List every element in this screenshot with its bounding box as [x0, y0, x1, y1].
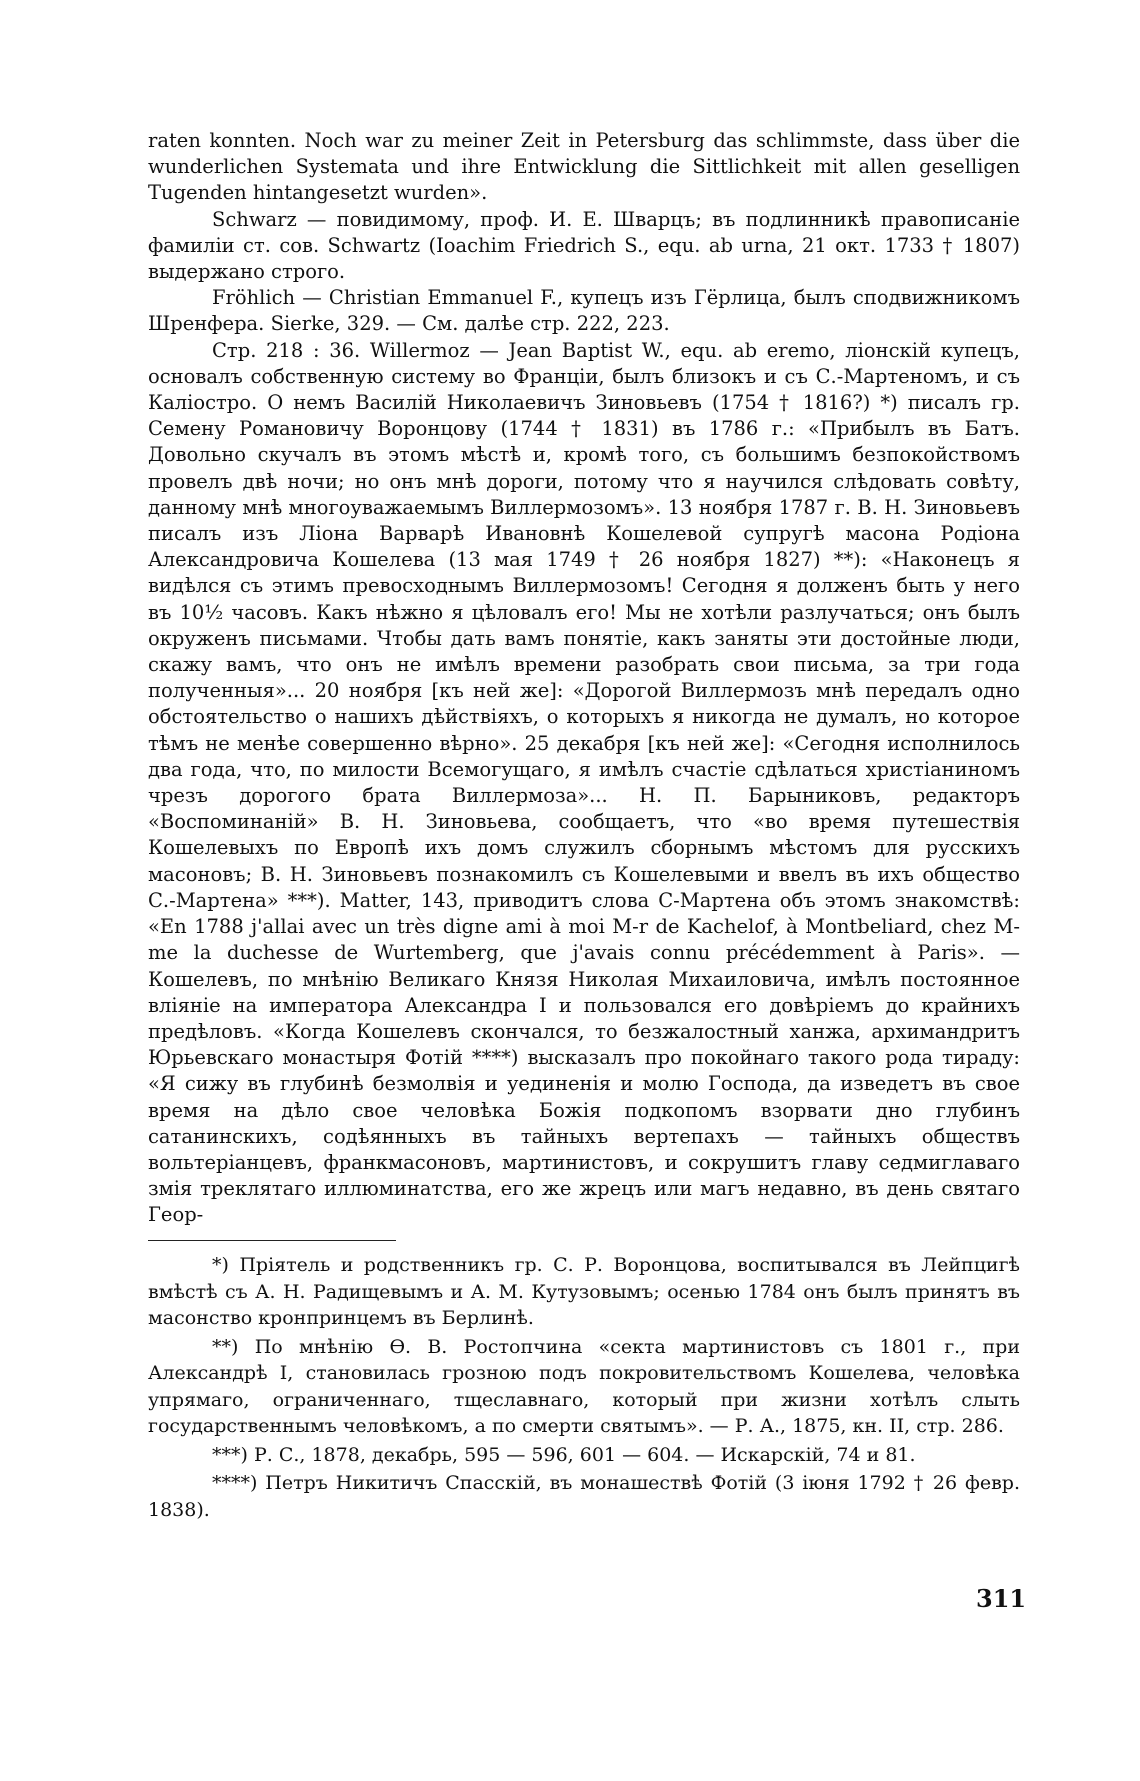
paragraph-3: Fröhlich — Christian Emmanuel F., купецъ изъ Гёрлица, былъ сподвижникомъ Шренфера. Sierke, 329. — См. далѣе стр. 222, 223.: [148, 286, 1020, 336]
paragraph-1: raten konnten. Noch war zu meiner Zeit in Petersburg das schlimmste, dass über die wunderlichen Systemata und ihre Entwicklung die Sittlichkeit mit allen geselligen Tugenden hintangesetzt wurden».: [148, 129, 1020, 205]
paragraph-2: Schwarz — повидимому, проф. И. Е. Шварцъ; въ подлинникѣ правописаніе фамиліи ст. сов. Schwartz (Ioachim Friedrich S., equ. ab urna, 21 окт. 1733 † 1807) выдержано строго.: [148, 207, 1020, 284]
footnote-4: ****) Петръ Никитичъ Спасскій, въ монашествѣ Фотій (3 іюня 1792 † 26 февр. 1838).: [148, 1472, 1020, 1521]
footnotes: [148, 1252, 1020, 1525]
footnote-1: *) Пріятель и родственникъ гр. С. Р. Воронцова, воспитывался въ Лейпцигѣ вмѣстѣ съ А. Н. Радищевымъ и А. М. Кутузовымъ; осенью 1784 онъ былъ принятъ въ масонство кронпринцемъ въ Берлинѣ.: [148, 1254, 1020, 1329]
paragraph-4: Стр. 218 : 36. Willermoz — Jean Baptist W., equ. ab eremo, ліонскій купецъ, основалъ собственную систему во Франціи, былъ близокъ и съ С.-Мартеномъ, и съ Каліостро. О немъ Василій Николаевичъ Зиновьевъ (1754 † 1816?) *) писалъ гр. Семену Романовичу Воронцову (1744 † 1831) въ 1786 г.: «Прибылъ въ Батъ. Довольно скучалъ въ этомъ мѣстѣ и, кромѣ того, съ большимъ безпокойствомъ провелъ двѣ ночи; но онъ мнѣ дороги, потому что я научился слѣдовать совѣту, данному мнѣ многоуважаемымъ Виллермозомъ». 13 ноября 1787 г. В. Н. Зиновьевъ писалъ изъ Ліона Варварѣ Ивановнѣ Кошелевой супругѣ масона Родіона Александровича Кошелева (13 мая 1749 † 26 ноября 1827) **): «Наконецъ я видѣлся съ этимъ превосходнымъ Виллермозомъ! Сегодня я долженъ быть у него въ 10½ часовъ. Какъ нѣжно я цѣловалъ его! Мы не хотѣли разлучаться; онъ былъ окруженъ письмами. Чтобы дать вамъ понятіе, какъ заняты эти достойные люди, скажу вамъ, что онъ не имѣлъ времени разобрать свои письма, за три года полученныя»... 20 ноября [къ ней же]: «Дорогой Виллермозъ мнѣ передалъ одно обстоятельство о нашихъ дѣйствіяхъ, о которыхъ я никогда не думалъ, но которое тѣмъ не менѣе совершенно вѣрно». 25 декабря [къ ней же]: «Сегодня исполнилось два года, что, по милости Всемогущаго, я имѣлъ счастіе сдѣлаться христіаниномъ чрезъ дорогого брата Виллермоза»... Н. П. Барыниковъ, редакторъ «Воспоминаній» В. Н. Зиновьева, сообщаетъ, что «во время путешествія Кошелевыхъ по Европѣ ихъ домъ служилъ сборнымъ мѣстомъ для русскихъ масоновъ; В. Н. Зиновьевъ познакомилъ съ Кошелевыми и ввелъ въ ихъ общество С.-Мартена» ***). Matter, 143, приводитъ слова С-Мартена объ этомъ знакомствѣ: «En 1788 j'allai avec un très digne ami à moi M-r de Kachelof, à Montbeliard, chez M-me la duchesse de Wurtemberg, que j'avais connu précédemment à Paris». — Кошелевъ, по мнѣнію Великаго Князя Николая Михаиловича, имѣлъ постоянное вліяніе на императора Александра I и пользовался его довѣріемъ до крайнихъ предѣловъ. «Когда Кошелевъ скончался, то безжалостный ханжа, архимандритъ Юрьевскаго монастыря Фотій ****) высказалъ про покойнаго такого рода тираду: «Я сижу въ глубинѣ безмолвія и уединенія и молю Господа, да изведетъ въ свое время на дѣло свое человѣка Божія подкопомъ взорвати дно глубинъ сатанинскихъ, содѣянныхъ въ тайныхъ вертепахъ — тайныхъ обществъ вольтеріанцевъ, франкмасоновъ, мартинистовъ, и сокрушитъ главу седмиглаваго змія треклятаго иллюминатства, его же жрецъ или магъ недавно, въ день святаго Геор-: [148, 338, 1020, 1227]
footnote-3: ***) Р. С., 1878, декабрь, 595 — 596, 601 — 604. — Искарскій, 74 и 81.: [212, 1443, 916, 1466]
main-text: [148, 128, 1020, 1229]
footnote-separator: [148, 1240, 396, 1241]
page-number: 311: [976, 1584, 1027, 1613]
footnote-2: **) По мнѣнію Ѳ. В. Ростопчина «секта мартинистовъ съ 1801 г., при Александрѣ I, становилась грозною подъ покровительствомъ Кошелева, человѣка упрямаго, ограниченнаго, тщеславнаго, который при жизни хотѣлъ слыть государственнымъ человѣкомъ, а по смерти святымъ». — Р. А., 1875, кн. II, стр. 286.: [148, 1335, 1020, 1437]
